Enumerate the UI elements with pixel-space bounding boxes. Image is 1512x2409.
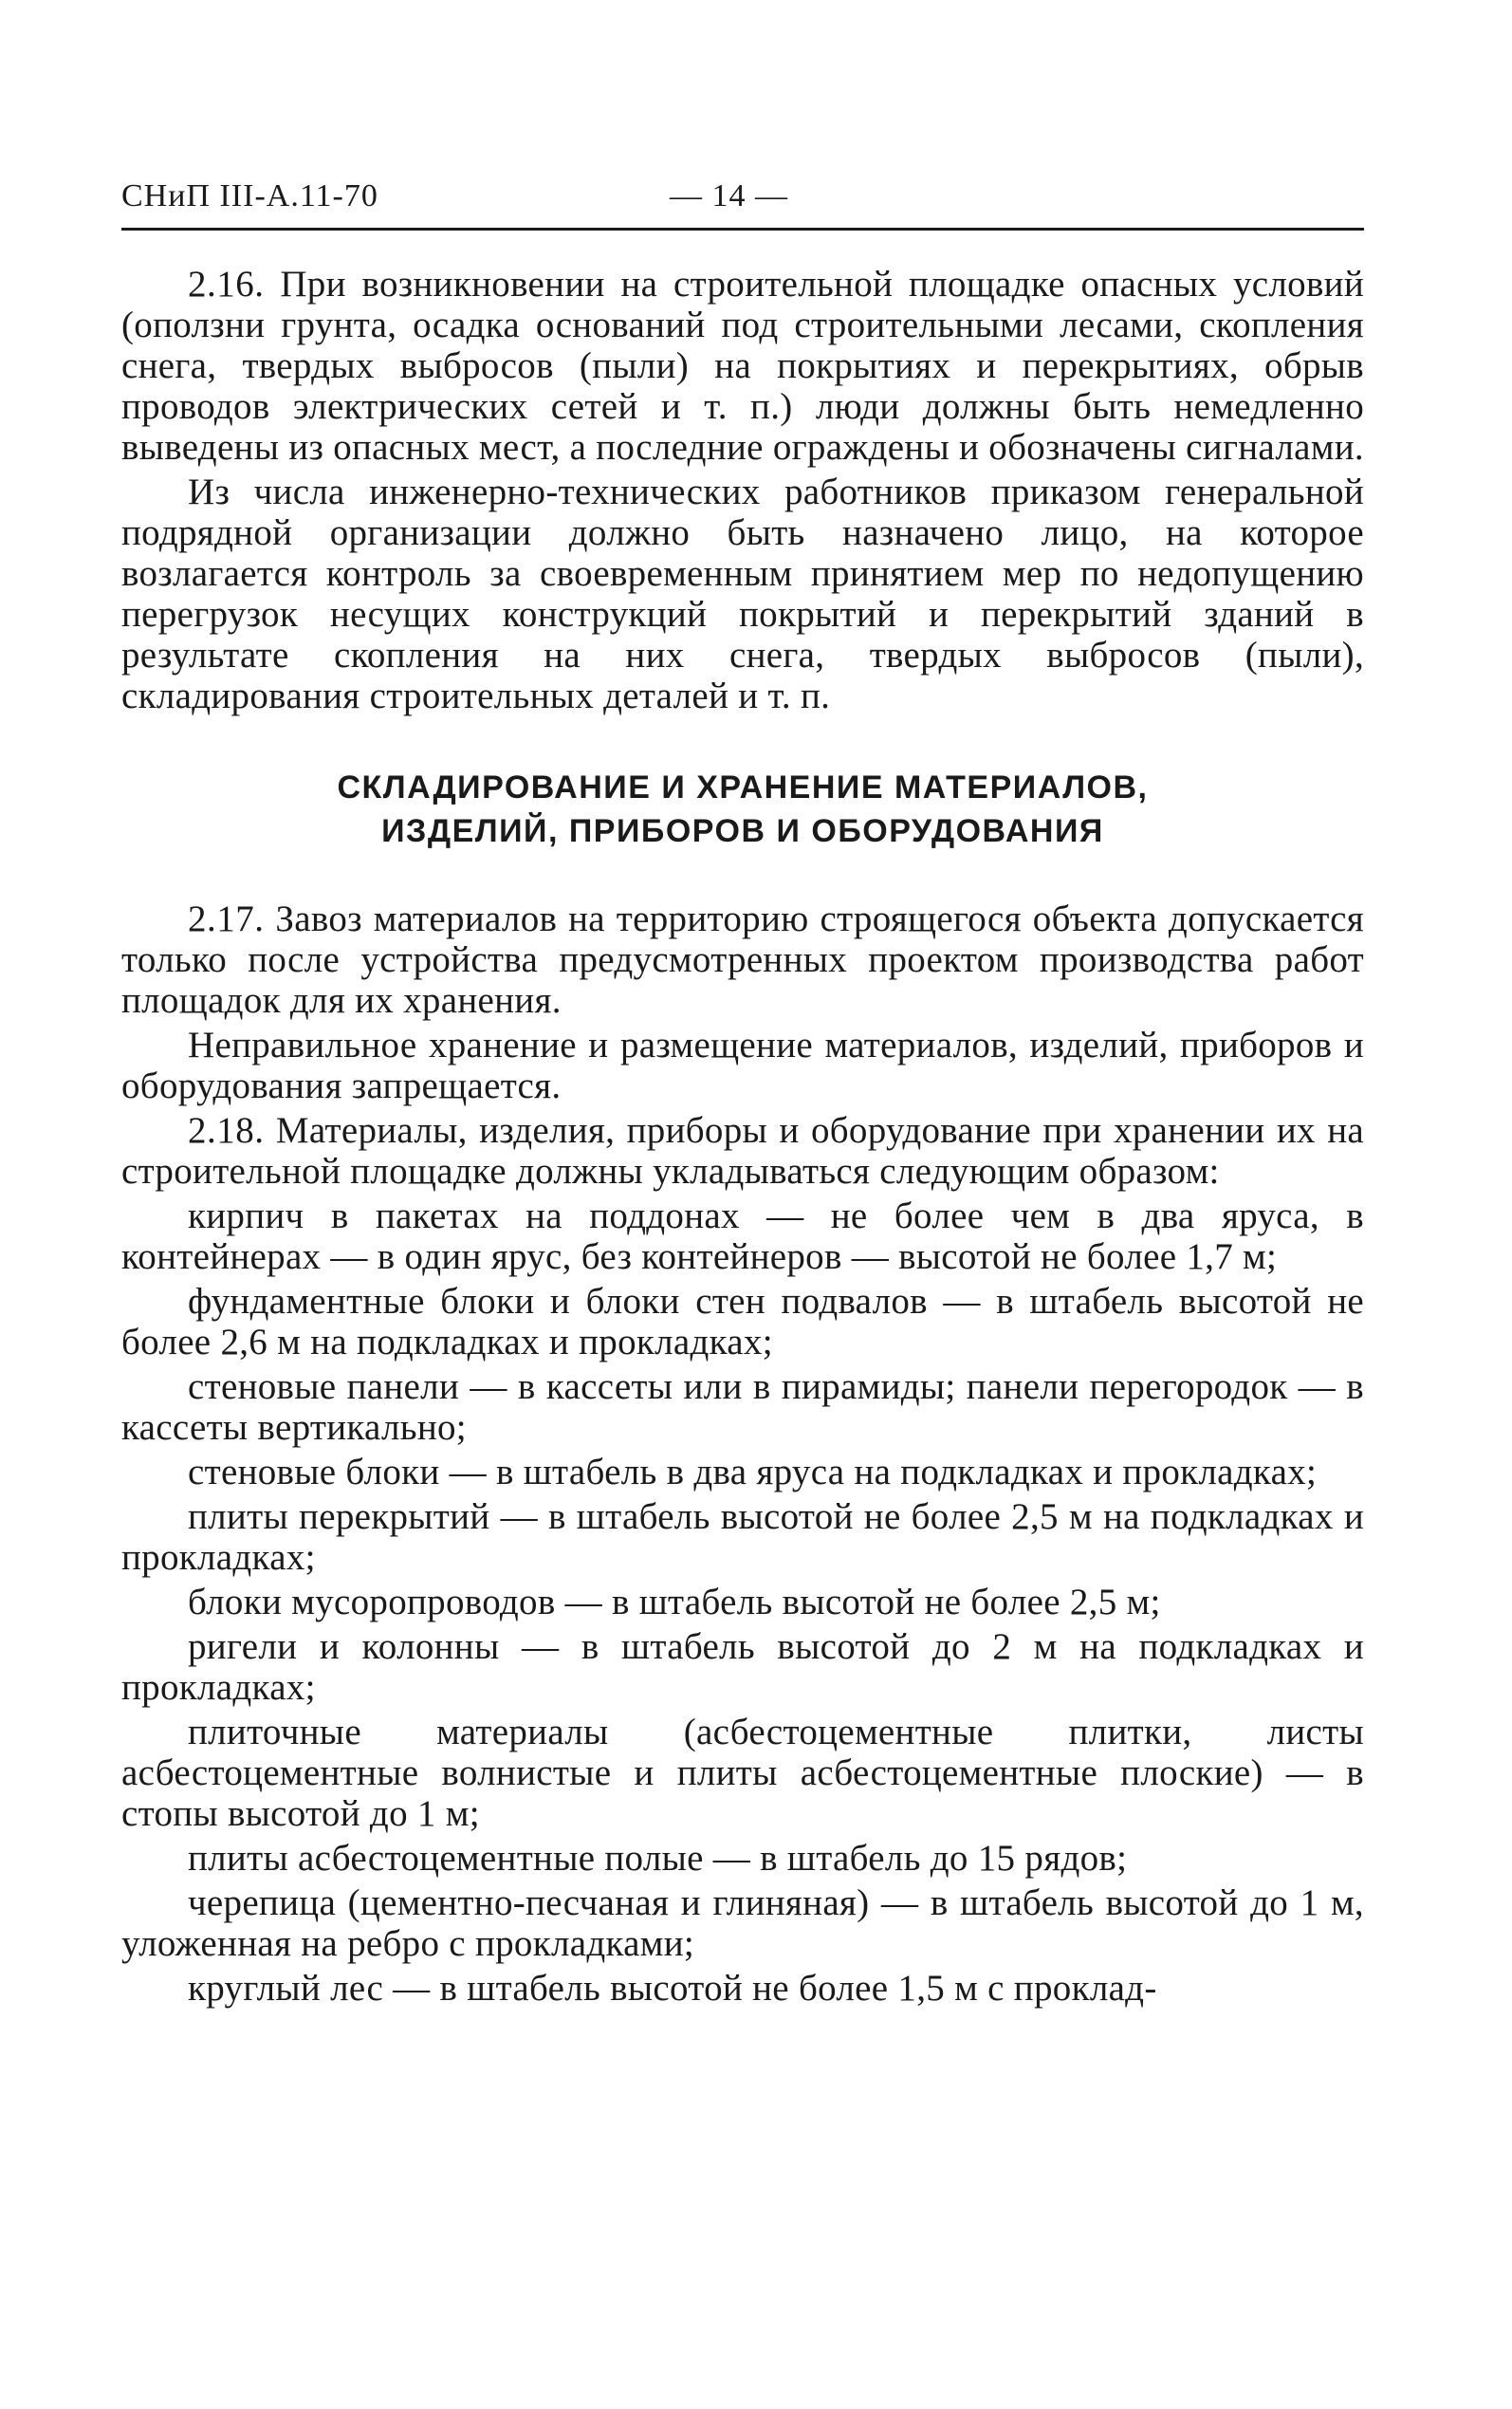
section-heading: [121, 766, 1364, 853]
paragraph-2-16-second: Из числа инженерно-технических работников приказом генеральной подрядной организации должно быть назначено лицо, на которое возлагается контроль за своевременным принятием мер по недопущению перегрузок несущих конструкций покрытий и перекрытий зданий в результате скопления на них снега, твердых выбросов (пыли), складирования строительных деталей и т. п.: [121, 472, 1364, 716]
list-item: стеновые блоки — в штабель в два яруса на подкладках и прокладках;: [188, 1452, 1318, 1492]
clause-number: 2.18.: [188, 1110, 265, 1151]
section-heading-line-2: ИЗДЕЛИЙ, ПРИБОРОВ И ОБОРУДОВАНИЯ: [381, 813, 1104, 849]
document-code: СНиП III-А.11-70: [121, 178, 378, 213]
header-rule: [121, 228, 1364, 231]
list-item: ригели и колонны — в штабель высотой до 2 м на подкладках и прокладках;: [121, 1626, 1364, 1708]
list-item: фундаментные блоки и блоки стен подвалов — в штабель высотой не более 2,6 м на подкладках и прокладках;: [121, 1281, 1364, 1362]
clause-number: 2.17.: [188, 899, 265, 939]
paragraph-2-18: [121, 1110, 1364, 1192]
paragraph-2-17-second: Неправильное хранение и размещение материалов, изделий, приборов и оборудования запрещается.: [121, 1025, 1364, 1106]
list-item: круглый лес — в штабель высотой не более 1,5 м с проклад-: [188, 1968, 1157, 2009]
clause-text: Завоз материалов на территорию строящегося объекта допускается только после устройства предусмотренных проектом производства работ площадок для их хранения.: [121, 899, 1364, 1021]
paragraph-2-17: [121, 899, 1364, 1021]
list-item: стеновые панели — в кассеты или в пирамиды; панели перегородок — в кассеты вертикально;: [121, 1366, 1364, 1448]
clause-text: Материалы, изделия, приборы и оборудование при хранении их на строительной площадке должны укладываться следующим образом:: [121, 1110, 1364, 1192]
document-page: [121, 171, 1364, 2009]
paragraph-2-16: [121, 264, 1364, 468]
list-item: плиты асбестоцементные полые — в штабель до 15 рядов;: [188, 1838, 1128, 1879]
clause-number: 2.16.: [188, 264, 265, 305]
list-item: плиты перекрытий — в штабель высотой не более 2,5 м на подкладках и прокладках;: [121, 1496, 1364, 1578]
clause-text: При возникновении на строительной площадке опасных условий (оползни грунта, осадка оснований под строительными лесами, скопления снега, твердых выбросов (пыли) на покрытиях и перекрытиях, обрыв проводов электрических сетей и т. п.) люди должны быть немедленно выведены из опасных мест, а последние ограждены и обозначены сигналами.: [121, 264, 1364, 468]
list-item: плиточные материалы (асбестоцементные плитки, листы асбестоцементные волнистые и плиты асбестоцементные плоские) — в стопы высотой до 1 м;: [121, 1712, 1364, 1834]
list-item: кирпич в пакетах на поддонах — не более чем в два яруса, в контейнерах — в один ярус, без контейнеров — высотой не более 1,7 м;: [121, 1195, 1364, 1277]
section-heading-line-1: СКЛАДИРОВАНИЕ И ХРАНЕНИЕ МАТЕРИАЛОВ,: [337, 769, 1149, 806]
page-content: [121, 264, 1364, 2009]
page-number: — 14 —: [670, 178, 788, 213]
list-item: черепица (цементно-песчаная и глиняная) — в штабель высотой до 1 м, уложенная на ребро с прокладками;: [121, 1882, 1364, 1964]
page-header: [121, 171, 1364, 220]
list-item: блоки мусоропроводов — в штабель высотой не более 2,5 м;: [188, 1582, 1161, 1622]
